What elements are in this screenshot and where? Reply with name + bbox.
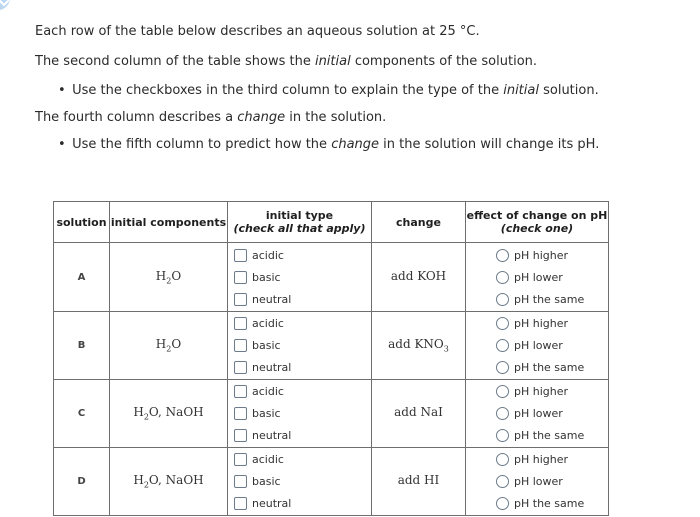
type-option-label: neutral [252,497,292,510]
radio-button[interactable] [496,429,509,442]
effect-option[interactable] [496,247,608,264]
table-header-row [54,202,609,243]
effect-cell [466,243,609,312]
solutions-table [53,201,609,516]
effect-option[interactable] [496,269,608,286]
checkbox[interactable] [234,497,247,510]
effect-option-label: pH the same [514,292,585,306]
radio-button[interactable] [496,249,509,262]
effect-option[interactable] [496,383,608,400]
solution-label: C [54,380,110,448]
table-row [54,312,609,380]
table-row [54,448,609,516]
component-subscript: 2 [143,480,149,490]
solution-label: D [54,448,110,516]
header-solution: solution [54,202,110,243]
initial-type-cell [228,448,372,516]
initial-components [110,448,228,516]
effect-cell [466,380,609,448]
radio-button[interactable] [496,271,509,284]
table-row [54,243,609,312]
effect-option[interactable] [496,291,608,308]
corner-chevron-badge[interactable] [0,0,10,10]
type-option[interactable] [234,247,371,264]
effect-option[interactable] [496,451,608,468]
type-option[interactable] [234,383,371,400]
instruction-line-2: The second column of the table shows the initial components of the solution. [35,54,538,69]
component-extra: NaOH [161,473,204,488]
checkbox[interactable] [234,453,247,466]
component-main: H [133,473,144,488]
effect-option-label: pH the same [514,429,585,442]
effect-option[interactable] [496,315,608,332]
checkbox[interactable] [234,249,247,262]
type-option-label: acidic [252,385,284,398]
header-effect: effect of change on pH (check one) [466,202,609,243]
change-subscript: 3 [443,344,449,354]
type-option[interactable] [234,451,371,468]
header-components: initial components [110,202,228,243]
component-extra: NaOH [161,405,204,420]
component-main: H [155,268,167,283]
type-option[interactable] [234,427,371,444]
checkbox[interactable] [234,361,247,374]
type-option[interactable] [234,473,371,490]
checkbox[interactable] [234,385,247,398]
component-subscript: 2 [166,276,172,286]
effect-option-label: pH higher [514,453,569,466]
component-main: H [133,405,144,420]
effect-option-label: pH the same [514,361,585,374]
effect-option-label: pH lower [514,407,563,420]
type-option[interactable] [234,269,371,286]
checkbox[interactable] [234,429,247,442]
initial-type-cell [228,243,372,312]
type-option-label: acidic [252,453,284,466]
effect-option-label: pH lower [514,339,563,352]
effect-option-label: pH lower [514,270,563,284]
effect-option-label: pH higher [514,248,569,262]
effect-option[interactable] [496,427,608,444]
type-option-label: acidic [252,317,284,330]
effect-option[interactable] [496,495,608,512]
change-main: add KNO [388,337,444,352]
radio-button[interactable] [496,475,509,488]
change-main: add NaI [394,405,443,420]
component-main: H [155,337,167,352]
effect-option[interactable] [496,359,608,376]
change-main: add KOH [390,268,447,283]
instruction-bullet-2: • Use the fifth column to predict how the change in the solution will change its pH. [58,137,600,152]
initial-components [110,380,228,448]
radio-button[interactable] [496,407,509,420]
change-cell [372,380,466,448]
type-option-label: basic [252,339,281,352]
header-change: change [372,202,466,243]
change-cell [372,243,466,312]
radio-button[interactable] [496,497,509,510]
type-option[interactable] [234,291,371,308]
radio-button[interactable] [496,293,509,306]
solution-label: A [54,243,110,312]
component-subscript: 2 [143,412,149,422]
radio-button[interactable] [496,385,509,398]
table-row [54,380,609,448]
component-tail: O [171,268,182,283]
initial-type-cell [228,380,372,448]
type-option-label: neutral [252,361,292,374]
type-option-label: acidic [252,248,284,262]
change-cell [372,448,466,516]
effect-option-label: pH higher [514,385,569,398]
component-tail: O, [148,473,162,488]
radio-button[interactable] [496,453,509,466]
radio-button[interactable] [496,339,509,352]
effect-option-label: pH higher [514,317,569,330]
effect-option[interactable] [496,337,608,354]
change-cell [372,312,466,380]
component-tail: O, [148,405,162,420]
change-main: add HI [397,473,440,488]
initial-components [110,312,228,380]
component-tail: O [171,337,182,352]
effect-option-label: pH the same [514,497,585,510]
checkbox[interactable] [234,293,247,306]
instruction-bullet-1: • Use the checkboxes in the third column to explain the type of the initial solution. [58,83,599,98]
effect-cell [466,448,609,516]
effect-option[interactable] [496,473,608,490]
type-option[interactable] [234,495,371,512]
type-option[interactable] [234,337,371,354]
checkbox[interactable] [234,407,247,420]
instruction-line-3: The fourth column describes a change in the solution. [35,110,387,125]
type-option[interactable] [234,359,371,376]
instruction-line-1: Each row of the table below describes an aqueous solution at 25 °C. [35,24,480,39]
checkbox[interactable] [234,271,247,284]
effect-cell [466,312,609,380]
radio-button[interactable] [496,317,509,330]
initial-type-cell [228,312,372,380]
type-option[interactable] [234,315,371,332]
type-option-label: basic [252,475,281,488]
checkbox[interactable] [234,317,247,330]
component-subscript: 2 [166,344,172,354]
type-option[interactable] [234,405,371,422]
effect-option[interactable] [496,405,608,422]
radio-button[interactable] [496,361,509,374]
checkbox[interactable] [234,475,247,488]
chevron-down-icon [0,0,10,7]
checkbox[interactable] [234,339,247,352]
type-option-label: basic [252,270,281,284]
type-option-label: basic [252,407,281,420]
type-option-label: neutral [252,429,292,442]
initial-components [110,243,228,312]
solution-label: B [54,312,110,380]
type-option-label: neutral [252,292,292,306]
header-initial-type: initial type (check all that apply) [228,202,372,243]
effect-option-label: pH lower [514,475,563,488]
